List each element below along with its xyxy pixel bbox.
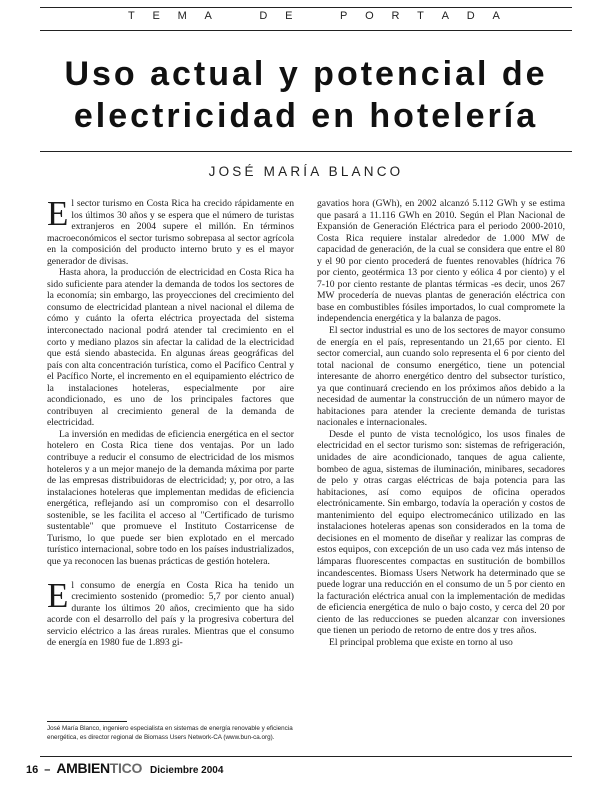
drop-cap: E [47, 194, 69, 233]
section-letter: T [128, 10, 135, 22]
page-number-dash: – [44, 764, 51, 776]
left-column [47, 194, 294, 649]
section-letter: D [466, 10, 475, 22]
section-letter: D [259, 10, 268, 22]
page-number: 16 [26, 764, 39, 776]
article-title [40, 53, 572, 137]
paragraph: La inversión en medidas de eficiencia energética en el sector hotelero en Costa Rica tiene dos ventajas. Por un lado contribuye a reducir el consumo de electricidad de los mismos hoteleros y a un mejor manejo de la demanda máxima por parte de las empresas distribuidoras de electricidad; y, por otro, a las instalaciones hoteleras que implementan medidas de eficiencia energética, reflejando así un compromiso con el desarrollo sostenible, se les facilita el acceso al "Certificado de turismo sustentable" que promueve el Instituto Costarricense de Turismo, lo que puede ser bien explotado en el mercado turístico internacional, sobre todo en los países industrializados, que ya reconocen las buenas prácticas de gestión hotelera. [47, 428, 294, 567]
author-footnote: José María Blanco, ingeniero especialista en sistemas de energía renovable y eficiencia energética, es director regional de Biomass Users Network-CA (www.bun-ca.org). [47, 725, 293, 741]
article-title-line2: electricidad en hotelería [73, 97, 539, 135]
section-label [40, 10, 572, 30]
paragraph: El principal problema que existe en torno al uso [329, 636, 513, 648]
section-letter: A [441, 10, 450, 22]
top-rule [40, 7, 572, 8]
article-author: JOSÉ MARÍA BLANCO [208, 164, 404, 179]
issue-date: Diciembre 2004 [150, 765, 224, 776]
magazine-logo-part1: AMBIEN [56, 760, 110, 776]
title-rule [40, 151, 572, 152]
footnote-rule [47, 721, 127, 722]
paragraph [47, 575, 294, 649]
section-letter: E [152, 10, 160, 22]
paragraph: gavatios hora (GWh), en 2002 alcanzó 5.112 GWh y se estima que pasará a 11.116 GWh en 2010. Según el Plan Nacional de Expansión de Generación Eléctrica para el periodo 2000-2010, Costa Rica requiere instalar alrededor de 1.000 MW de capacidad de generación, de la cual se considera que entre el 80 y el 90 por ciento procederá de fuentes renovables (hídrica 76 por ciento, geotérmica 13 por ciento y eólica 4 por ciento) y el 7-10 por ciento restante de plantas térmicas -es decir, unos 267 MW procedería de nuevas plantas de generación eléctrica con base en combustibles fósiles importados, lo cual compromete la independencia energética y la balanza de pagos. [317, 198, 565, 325]
magazine-logo [56, 760, 142, 776]
paragraph [47, 194, 294, 267]
page-footer [26, 760, 223, 780]
drop-cap: E [47, 575, 69, 615]
paragraph: El sector industrial es uno de los sectores de mayor consumo de energía en el país, representando un 21,65 por ciento. El sector comercial, aun cuando solo representa el 6 por ciento del total nacional de consumo energético, tiene un potencial interesante de ahorro energético dentro del subsector turístico, ya que continuará creciendo en los próximos años debido a la necesidad de aumentar la construcción de un número mayor de habitaciones para atender la creciente demanda de turistas nacionales e internacionales. [317, 325, 565, 429]
paragraph-text: l consumo de energía en Costa Rica ha tenido un crecimiento sostenido (promedio: 5,7 por ciento anual) durante los últimos 20 años, crecimiento que ha sido acorde con el desarrollo del país y la progresiva cobertura del servicio eléctrico a las áreas rurales. Mientras que el consumo de energía en 1980 fue de 1.893 gi- [47, 579, 294, 649]
magazine-logo-part2: TICO [109, 760, 143, 776]
paragraph-text: l sector turismo en Costa Rica ha crecido rápidamente en los últimos 30 años y se espera que el número de turistas extranjeros en 2004 supere el millón. En términos macroeconómicos el sector turismo sobrepasa al sector agrícola en la composición del producto interno bruto y es el mayor generador de divisas. [47, 198, 294, 267]
section-letter: E [285, 10, 293, 22]
header-rule [40, 30, 572, 31]
section-letter: T [417, 10, 424, 22]
section-letter: A [492, 10, 500, 22]
right-column [317, 198, 565, 648]
paragraph: Hasta ahora, la producción de electricidad en Costa Rica ha sido suficiente para atender la demanda de todos los sectores de la economía; sin embargo, las proyecciones del crecimiento del consumo de electricidad plantean a nivel nacional el dilema de cómo y cuánto la oferta eléctrica proyectada del sistema interconectado nacional podrá atender tal crecimiento en el corto y mediano plazos sin afectar la calidad de la electricidad que está siendo abastecida. En algunas áreas geográficas del país con alta concentración turística, como el Pacífico Central y el Pacífico Norte, el incremento en el equipamiento eléctrico de la instalaciones hoteleras, especialmente por aire acondicionado, es uno de los principales factores que contribuyen al crecimiento general de la demanda de electricidad. [47, 267, 294, 429]
section-letter: O [365, 10, 374, 22]
section-letter: P [340, 10, 348, 22]
article-title-line1: Uso actual y potencial de [64, 55, 548, 93]
section-letter: A [204, 10, 212, 22]
paragraph: Desde el punto de vista tecnológico, los usos finales de electricidad en el sector turismo son: sistemas de refrigeración, unidades de aire acondicionado, tanques de agua caliente, bombeo de agua, sistemas de iluminación, minibares, secadores de pelo y otras cargas eléctricas de baja potencia para las habitaciones, así como equipos de oficina operados electrónicamente. Sin embargo, todavía la operación y costos de mantenimiento del equipo electromecánico utilizado en las instalaciones hoteleras apenas son considerados en la toma de decisiones en el momento de diseñar y realizar las compras de estos equipos, con excepción de un uso cada vez más intenso de lámparas fluorescentes compactas en sustitución de bombillos incandescentes. Biomass Users Network ha determinado que se puede lograr una reducción en el consumo de un 5 por ciento en la facturación eléctrica anual con la implementación de medidas de eficiencia energética de nulo o bajo costo, y cerca del 20 por ciento de las reducciones se pueden alcanzar con inversiones que tienen un periodo de retorno de entre dos y tres años. [317, 428, 565, 637]
section-letter: M [177, 10, 187, 22]
section-letter: R [391, 10, 400, 22]
footer-rule [40, 756, 572, 757]
